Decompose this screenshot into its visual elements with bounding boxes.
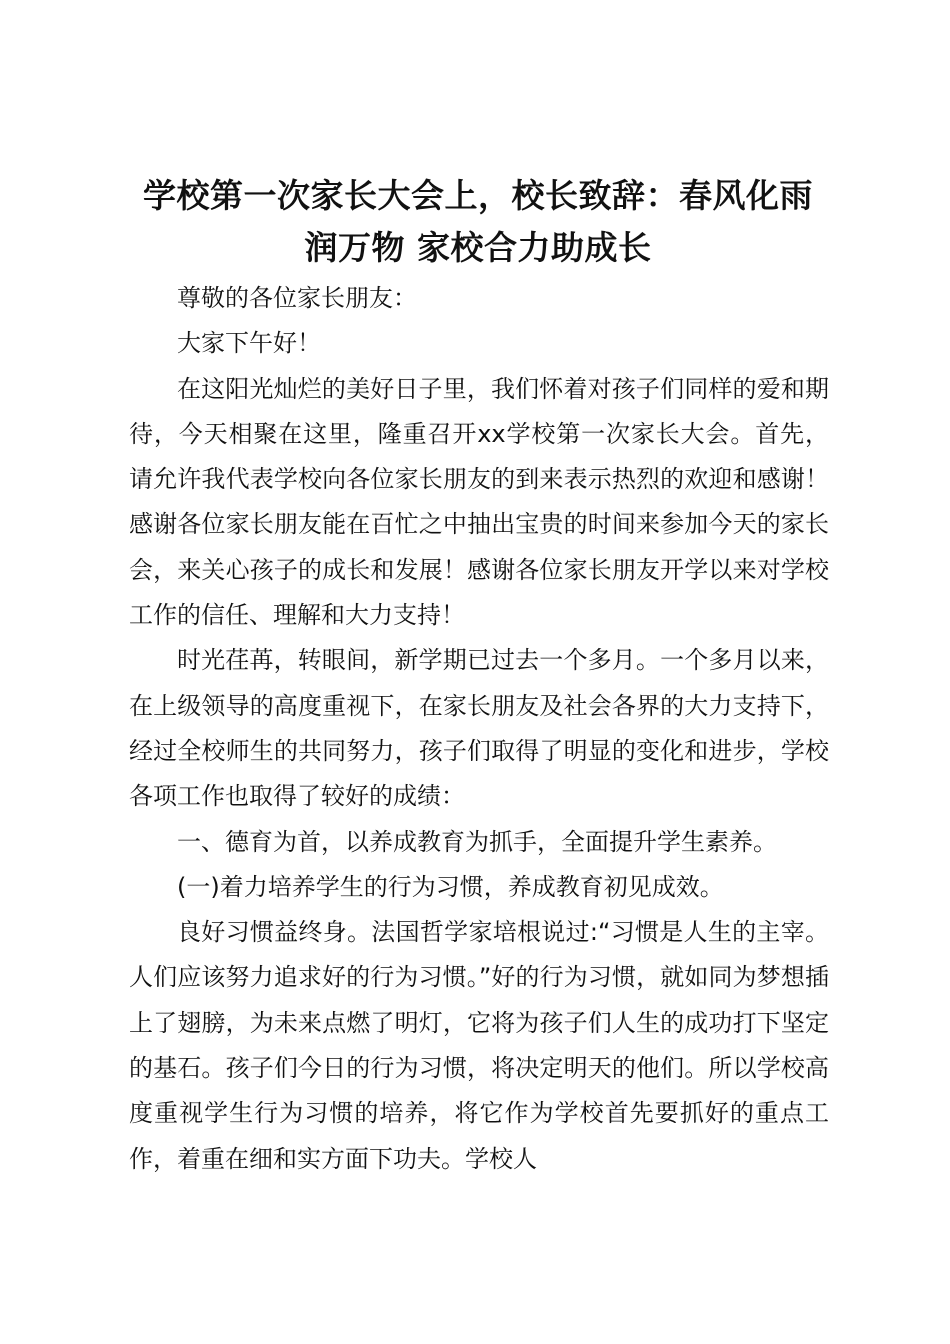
section-heading-1: 一、德育为首，以养成教育为抓手，全面提升学生素养。	[177, 827, 777, 856]
paragraph-progress: 时光荏苒，转眼间，新学期已过去一个多月。一个多月以来，在上级领导的高度重视下，在家长朋友及社会各界的大力支持下，经过全校师生的共同努力，孩子们取得了明显的变化和进步，学校各项工作也取得了较好的成绩：	[129, 646, 829, 811]
title-line-2: 润万物 家校合力助成长	[304, 228, 652, 267]
salutation: 尊敬的各位家长朋友：	[177, 284, 417, 312]
document-body	[129, 276, 829, 1182]
paragraph-welcome: 在这阳光灿烂的美好日子里，我们怀着对孩子们同样的爱和期待，今天相聚在这里，隆重召开xx学校第一次家长大会。首先，请允许我代表学校向各位家长朋友的到来表示热烈的欢迎和感谢！感谢各位家长朋友能在百忙之中抽出宝贵的时间来参加今天的家长会，来关心孩子的成长和发展！感谢各位家长朋友开学以来对学校工作的信任、理解和大力支持！	[129, 374, 829, 630]
subsection-heading-1: (一)着力培养学生的行为习惯，养成教育初见成效。	[177, 872, 724, 901]
greeting: 大家下午好！	[177, 329, 321, 358]
title-line-1: 学校第一次家长大会上，校长致辞：春风化雨	[143, 176, 813, 215]
document-title	[120, 170, 836, 274]
paragraph-habits: 良好习惯益终身。法国哲学家培根说过:“习惯是人生的主宰。人们应该努力追求好的行为习惯。”好的行为习惯，就如同为梦想插上了翅膀，为未来点燃了明灯，它将为孩子们人生的成功打下坚定的基石。孩子们今日的行为习惯，将决定明天的他们。所以学校高度重视学生行为习惯的培养，将它作为学校首先要抓好的重点工作，着重在细和实方面下功夫。学校人	[129, 918, 829, 1173]
